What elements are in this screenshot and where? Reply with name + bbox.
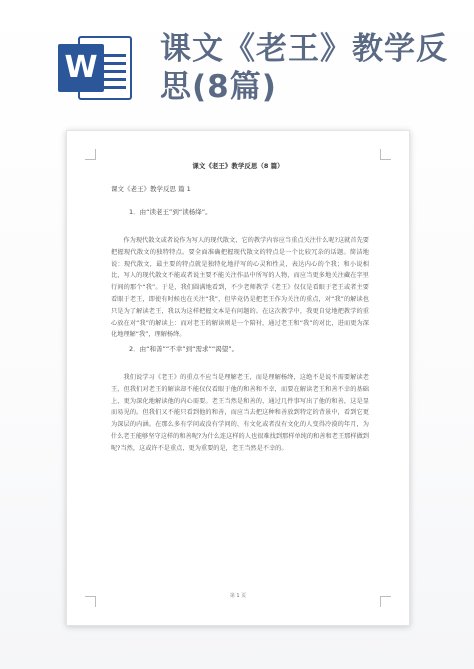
page-title: 课文《老王》教学反思(8篇): [160, 31, 448, 105]
document-subtitle: 课文《老王》教学反思 篇 1: [111, 185, 191, 193]
word-document-icon: [52, 36, 132, 100]
section-heading-2: 2．由“和善”“不幸”到“需求”“渴望”。: [129, 345, 239, 353]
crop-mark: [85, 149, 96, 160]
section-heading-1: 1．由“读老王”到“读杨绛”。: [129, 208, 212, 216]
crop-mark: [380, 149, 391, 160]
body-paragraph-2: 我们说学习《老王》的重点不应当是理解老王，而是理解杨绛，这绝不是说不需要解读老王，但我们对老王的解读却不能仅仅看眼于他的和善和不幸，而要在解读老王和善不幸的基础上，更为深化地解读他的内心需要。老王当然是和善的，通过几件事写出了他的和善，这是显而易见的。但我们又不能只看到他的和善，而应当去把这种和善放到特定的背景中，看到它更为深层的内涵。在那么多有学问或没有学问的、有文化或者没有文化的人变得冷漠的年月，为什么老王能够坚守这样的和善呢?为什么连这样的人也很难找到那样单纯的和善和老王那样做到呢?当然，这或许不是重点，更为重要的是，老王当然是不幸的。: [111, 374, 369, 452]
document-title: 课文《老王》教学反思（8 篇）: [192, 162, 284, 170]
body-paragraph-1: 作为现代散文或者说作为写人的现代散文，它的教学内容应当重点关注什么呢?这就首先要把握现代散文的独特特点。要全面准确把握现代散文的特点是一个比较冗杂的话题。简洁地说：现代散文，最主要的特点就是独特化地抒写的心灵和性灵，表达内心的个我；和小说相比，写人的现代散文不能或者说主要不能关注作品中所写的人物，而应当更多地关注藏在字里行间的那个“我”。于是，我们圆满地看到，不少老师教学《老王》仅仅是看眼于老王或者主要看眼于老王，即使有时候也在关注“我”，但毕竟仍是把老王作为关注的重点，对“我”的解读也只是为了解读老王，我以为这样把握文本是有问题的。在这次教学中，我更自觉地把教学的重心放在对“我”的解读上：而对老王的解读则是一个陪衬，通过老王和“我”的对比，进而更为深化地理解“我”，理解杨绛。: [111, 237, 369, 339]
word-logo-letter: W: [58, 44, 104, 92]
document-page: [66, 130, 410, 626]
page-number: 第 1 页: [229, 593, 247, 599]
